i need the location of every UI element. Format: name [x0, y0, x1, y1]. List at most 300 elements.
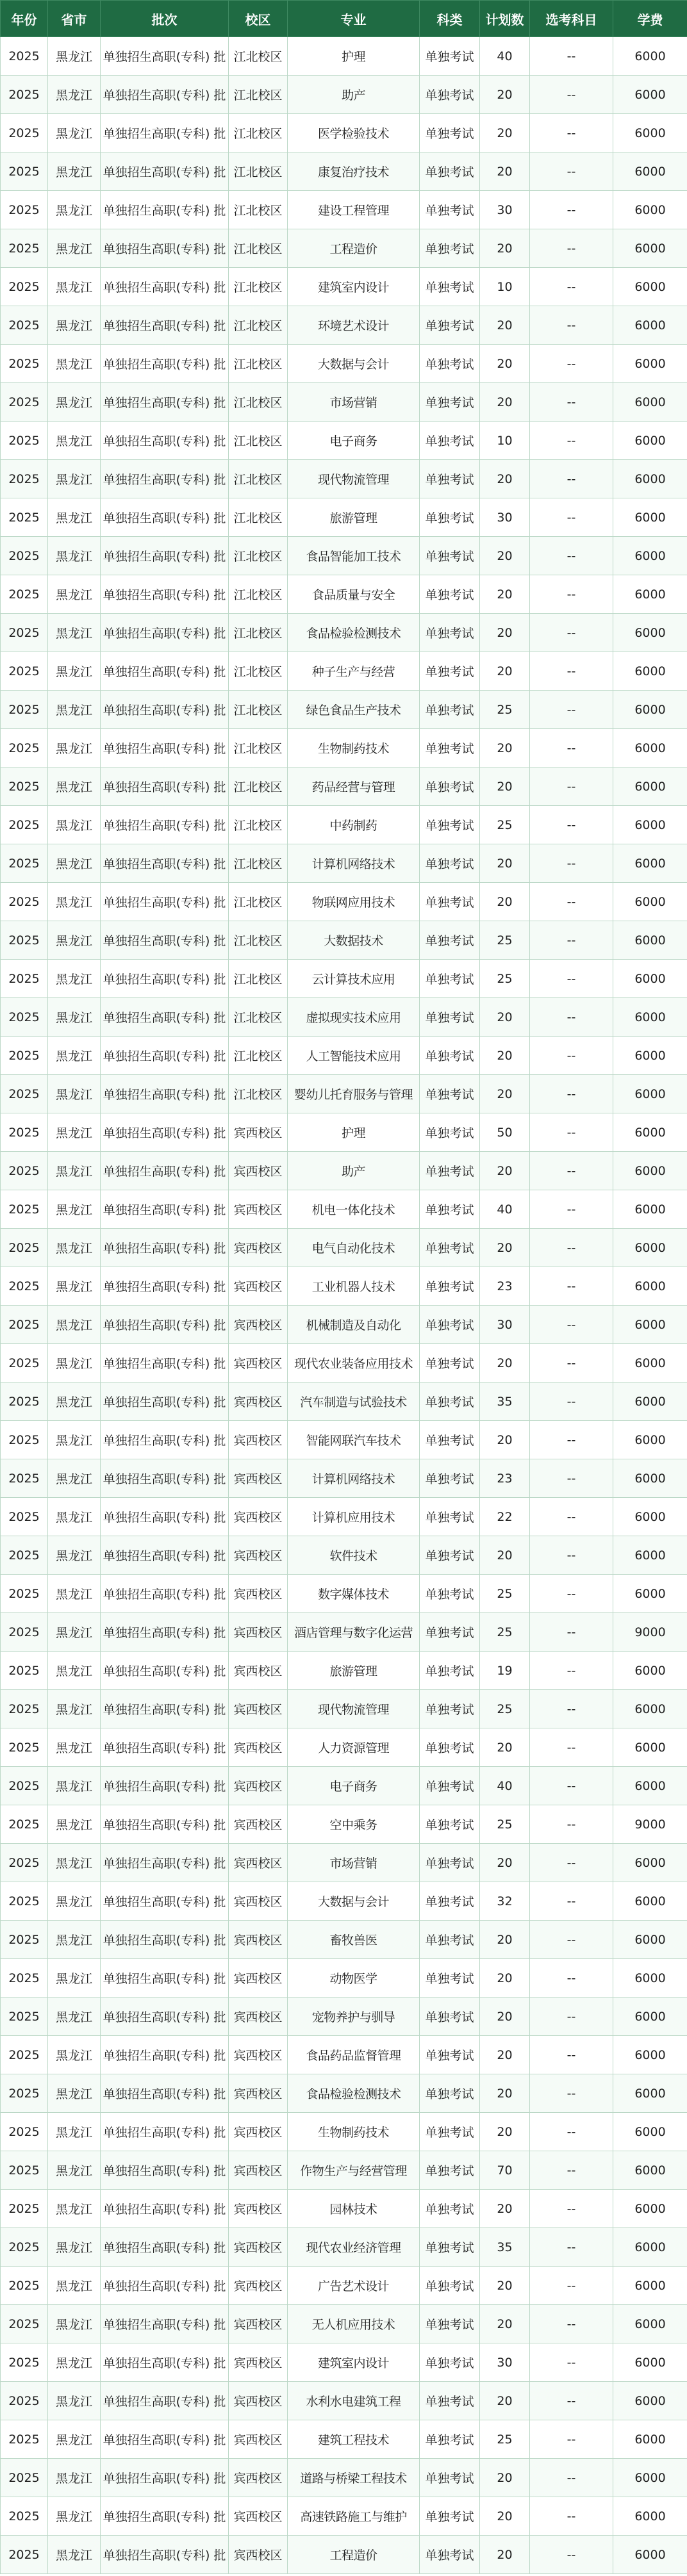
cell-elective-subjects: --: [530, 1767, 613, 1805]
cell-major: 市场营销: [288, 383, 420, 422]
cell-campus: 宾西校区: [229, 1190, 288, 1229]
cell-elective-subjects: --: [530, 1536, 613, 1575]
cell-major: 市场营销: [288, 1844, 420, 1882]
cell-category: 单独考试: [420, 1844, 480, 1882]
cell-plan-count: 20: [480, 652, 530, 691]
cell-batch: 单独招生高职(专科) 批: [101, 2036, 229, 2074]
cell-campus: 宾西校区: [229, 2074, 288, 2113]
cell-province: 黑龙江: [48, 383, 101, 422]
cell-category: 单独考试: [420, 2151, 480, 2190]
table-row: [1, 76, 687, 114]
cell-major: 食品检验检测技术: [288, 2074, 420, 2113]
cell-plan-count: 22: [480, 1498, 530, 1536]
cell-batch: 单独招生高职(专科) 批: [101, 1306, 229, 1344]
cell-province: 黑龙江: [48, 1306, 101, 1344]
cell-tuition: 6000: [613, 152, 687, 191]
cell-batch: 单独招生高职(专科) 批: [101, 1805, 229, 1844]
cell-tuition: 6000: [613, 1498, 687, 1536]
cell-tuition: 6000: [613, 2190, 687, 2228]
cell-major: 现代物流管理: [288, 460, 420, 498]
cell-year: 2025: [1, 883, 48, 921]
cell-elective-subjects: --: [530, 1998, 613, 2036]
cell-tuition: 6000: [613, 1728, 687, 1767]
cell-category: 单独考试: [420, 1344, 480, 1382]
cell-province: 黑龙江: [48, 2420, 101, 2459]
table-row: [1, 1844, 687, 1882]
cell-province: 黑龙江: [48, 691, 101, 729]
table-row: [1, 2343, 687, 2382]
cell-elective-subjects: --: [530, 614, 613, 652]
cell-campus: 江北校区: [229, 191, 288, 229]
cell-major: 动物医学: [288, 1959, 420, 1998]
cell-campus: 宾西校区: [229, 1959, 288, 1998]
cell-elective-subjects: --: [530, 1959, 613, 1998]
cell-category: 单独考试: [420, 76, 480, 114]
cell-category: 单独考试: [420, 614, 480, 652]
cell-year: 2025: [1, 1613, 48, 1652]
table-row: [1, 114, 687, 152]
cell-plan-count: 20: [480, 537, 530, 575]
cell-major: 生物制药技术: [288, 2113, 420, 2151]
cell-major: 大数据与会计: [288, 345, 420, 383]
table-row: [1, 460, 687, 498]
cell-province: 黑龙江: [48, 1998, 101, 2036]
cell-campus: 宾西校区: [229, 1498, 288, 1536]
cell-elective-subjects: --: [530, 114, 613, 152]
cell-province: 黑龙江: [48, 1767, 101, 1805]
cell-province: 黑龙江: [48, 1613, 101, 1652]
cell-tuition: 6000: [613, 1421, 687, 1459]
table-row: [1, 883, 687, 921]
cell-year: 2025: [1, 1344, 48, 1382]
table-row: [1, 2536, 687, 2574]
cell-campus: 宾西校区: [229, 1690, 288, 1728]
table-row: [1, 2459, 687, 2497]
cell-tuition: 6000: [613, 1344, 687, 1382]
cell-category: 单独考试: [420, 1767, 480, 1805]
cell-elective-subjects: --: [530, 1421, 613, 1459]
cell-elective-subjects: --: [530, 767, 613, 806]
cell-elective-subjects: --: [530, 229, 613, 268]
cell-campus: 宾西校区: [229, 2420, 288, 2459]
cell-plan-count: 10: [480, 422, 530, 460]
cell-tuition: 6000: [613, 460, 687, 498]
cell-campus: 宾西校区: [229, 1728, 288, 1767]
cell-province: 黑龙江: [48, 2305, 101, 2343]
cell-category: 单独考试: [420, 1536, 480, 1575]
table-row: [1, 1536, 687, 1575]
cell-major: 现代农业经济管理: [288, 2228, 420, 2267]
cell-major: 工程造价: [288, 2536, 420, 2574]
table-row: [1, 306, 687, 345]
cell-batch: 单独招生高职(专科) 批: [101, 2536, 229, 2574]
cell-batch: 单独招生高职(专科) 批: [101, 422, 229, 460]
cell-campus: 宾西校区: [229, 1459, 288, 1498]
cell-campus: 宾西校区: [229, 2190, 288, 2228]
cell-elective-subjects: --: [530, 76, 613, 114]
cell-category: 单独考试: [420, 2420, 480, 2459]
cell-year: 2025: [1, 1921, 48, 1959]
cell-elective-subjects: --: [530, 422, 613, 460]
cell-elective-subjects: --: [530, 2536, 613, 2574]
cell-year: 2025: [1, 383, 48, 422]
cell-year: 2025: [1, 2343, 48, 2382]
cell-year: 2025: [1, 691, 48, 729]
cell-category: 单独考试: [420, 191, 480, 229]
cell-province: 黑龙江: [48, 1075, 101, 1113]
cell-plan-count: 20: [480, 114, 530, 152]
table-row: [1, 422, 687, 460]
cell-campus: 江北校区: [229, 76, 288, 114]
cell-category: 单独考试: [420, 2536, 480, 2574]
table-row: [1, 1652, 687, 1690]
cell-plan-count: 20: [480, 229, 530, 268]
cell-tuition: 6000: [613, 2074, 687, 2113]
cell-year: 2025: [1, 460, 48, 498]
cell-province: 黑龙江: [48, 1037, 101, 1075]
cell-elective-subjects: --: [530, 806, 613, 844]
header-campus: 校区: [229, 1, 288, 37]
cell-campus: 江北校区: [229, 306, 288, 345]
cell-campus: 宾西校区: [229, 1998, 288, 2036]
cell-elective-subjects: --: [530, 1844, 613, 1882]
table-row: [1, 1959, 687, 1998]
cell-category: 单独考试: [420, 883, 480, 921]
cell-category: 单独考试: [420, 1113, 480, 1152]
table-row: [1, 767, 687, 806]
table-row: [1, 1421, 687, 1459]
cell-plan-count: 20: [480, 729, 530, 767]
cell-year: 2025: [1, 1113, 48, 1152]
cell-tuition: 6000: [613, 422, 687, 460]
table-row: [1, 1382, 687, 1421]
cell-province: 黑龙江: [48, 306, 101, 345]
cell-category: 单独考试: [420, 960, 480, 998]
cell-plan-count: 20: [480, 883, 530, 921]
cell-campus: 宾西校区: [229, 1921, 288, 1959]
cell-plan-count: 25: [480, 806, 530, 844]
cell-campus: 宾西校区: [229, 1652, 288, 1690]
cell-campus: 宾西校区: [229, 1882, 288, 1921]
cell-campus: 宾西校区: [229, 2228, 288, 2267]
cell-plan-count: 20: [480, 2113, 530, 2151]
cell-province: 黑龙江: [48, 921, 101, 960]
table-row: [1, 1113, 687, 1152]
cell-campus: 江北校区: [229, 114, 288, 152]
table-row: [1, 191, 687, 229]
table-row: [1, 1882, 687, 1921]
cell-category: 单独考试: [420, 2228, 480, 2267]
cell-campus: 江北校区: [229, 614, 288, 652]
cell-campus: 江北校区: [229, 883, 288, 921]
cell-batch: 单独招生高职(专科) 批: [101, 1459, 229, 1498]
cell-major: 绿色食品生产技术: [288, 691, 420, 729]
header-category: 科类: [420, 1, 480, 37]
table-row: [1, 1613, 687, 1652]
cell-category: 单独考试: [420, 1690, 480, 1728]
cell-year: 2025: [1, 1959, 48, 1998]
cell-batch: 单独招生高职(专科) 批: [101, 152, 229, 191]
table-row: [1, 1498, 687, 1536]
cell-year: 2025: [1, 1382, 48, 1421]
cell-category: 单独考试: [420, 1728, 480, 1767]
table-row: [1, 1075, 687, 1113]
cell-batch: 单独招生高职(专科) 批: [101, 729, 229, 767]
cell-year: 2025: [1, 1190, 48, 1229]
cell-major: 护理: [288, 1113, 420, 1152]
cell-campus: 江北校区: [229, 652, 288, 691]
cell-campus: 江北校区: [229, 345, 288, 383]
cell-year: 2025: [1, 498, 48, 537]
cell-year: 2025: [1, 806, 48, 844]
cell-plan-count: 20: [480, 2382, 530, 2420]
cell-campus: 江北校区: [229, 1075, 288, 1113]
cell-batch: 单独招生高职(专科) 批: [101, 1075, 229, 1113]
header-tuition: 学费: [613, 1, 687, 37]
cell-plan-count: 30: [480, 1306, 530, 1344]
cell-batch: 单独招生高职(专科) 批: [101, 2074, 229, 2113]
cell-elective-subjects: --: [530, 2497, 613, 2536]
cell-year: 2025: [1, 1728, 48, 1767]
cell-province: 黑龙江: [48, 1728, 101, 1767]
cell-year: 2025: [1, 345, 48, 383]
cell-category: 单独考试: [420, 691, 480, 729]
cell-tuition: 6000: [613, 960, 687, 998]
cell-elective-subjects: --: [530, 2190, 613, 2228]
cell-elective-subjects: --: [530, 2228, 613, 2267]
cell-year: 2025: [1, 2305, 48, 2343]
cell-elective-subjects: --: [530, 1805, 613, 1844]
cell-campus: 宾西校区: [229, 1382, 288, 1421]
cell-province: 黑龙江: [48, 1805, 101, 1844]
cell-year: 2025: [1, 152, 48, 191]
cell-tuition: 6000: [613, 998, 687, 1037]
cell-year: 2025: [1, 114, 48, 152]
cell-plan-count: 10: [480, 268, 530, 306]
cell-campus: 江北校区: [229, 691, 288, 729]
table-row: [1, 729, 687, 767]
cell-tuition: 6000: [613, 2420, 687, 2459]
cell-campus: 宾西校区: [229, 1575, 288, 1613]
cell-plan-count: 30: [480, 498, 530, 537]
cell-major: 建设工程管理: [288, 191, 420, 229]
cell-tuition: 6000: [613, 844, 687, 883]
cell-year: 2025: [1, 998, 48, 1037]
cell-province: 黑龙江: [48, 2036, 101, 2074]
cell-plan-count: 50: [480, 1113, 530, 1152]
table-row: [1, 2190, 687, 2228]
cell-plan-count: 25: [480, 691, 530, 729]
cell-category: 单独考试: [420, 460, 480, 498]
cell-elective-subjects: --: [530, 2382, 613, 2420]
cell-major: 无人机应用技术: [288, 2305, 420, 2343]
table-row: [1, 1767, 687, 1805]
cell-tuition: 6000: [613, 1190, 687, 1229]
cell-elective-subjects: --: [530, 1306, 613, 1344]
cell-campus: 宾西校区: [229, 2343, 288, 2382]
cell-province: 黑龙江: [48, 229, 101, 268]
table-row: [1, 229, 687, 268]
cell-major: 现代农业装备应用技术: [288, 1344, 420, 1382]
cell-plan-count: 20: [480, 306, 530, 345]
cell-plan-count: 20: [480, 2459, 530, 2497]
table-row: [1, 1152, 687, 1190]
cell-major: 护理: [288, 37, 420, 76]
cell-campus: 江北校区: [229, 422, 288, 460]
cell-year: 2025: [1, 729, 48, 767]
cell-major: 人力资源管理: [288, 1728, 420, 1767]
cell-campus: 宾西校区: [229, 1613, 288, 1652]
cell-elective-subjects: --: [530, 844, 613, 883]
cell-campus: 宾西校区: [229, 1306, 288, 1344]
cell-batch: 单独招生高职(专科) 批: [101, 2267, 229, 2305]
table-row: [1, 498, 687, 537]
table-row: [1, 1037, 687, 1075]
cell-province: 黑龙江: [48, 1267, 101, 1306]
table-row: [1, 2382, 687, 2420]
cell-major: 现代物流管理: [288, 1690, 420, 1728]
cell-tuition: 6000: [613, 883, 687, 921]
cell-elective-subjects: --: [530, 1190, 613, 1229]
cell-campus: 江北校区: [229, 498, 288, 537]
cell-category: 单独考试: [420, 1382, 480, 1421]
cell-tuition: 6000: [613, 2113, 687, 2151]
cell-batch: 单独招生高职(专科) 批: [101, 383, 229, 422]
cell-plan-count: 20: [480, 998, 530, 1037]
cell-campus: 宾西校区: [229, 2497, 288, 2536]
table-row: [1, 383, 687, 422]
cell-elective-subjects: --: [530, 652, 613, 691]
cell-batch: 单独招生高职(专科) 批: [101, 1498, 229, 1536]
table-row: [1, 614, 687, 652]
cell-campus: 宾西校区: [229, 1805, 288, 1844]
cell-tuition: 6000: [613, 1075, 687, 1113]
cell-batch: 单独招生高职(专科) 批: [101, 2382, 229, 2420]
cell-campus: 宾西校区: [229, 1536, 288, 1575]
cell-plan-count: 20: [480, 575, 530, 614]
cell-campus: 江北校区: [229, 921, 288, 960]
cell-batch: 单独招生高职(专科) 批: [101, 960, 229, 998]
cell-province: 黑龙江: [48, 1882, 101, 1921]
cell-elective-subjects: --: [530, 1498, 613, 1536]
cell-major: 环境艺术设计: [288, 306, 420, 345]
cell-tuition: 6000: [613, 2228, 687, 2267]
cell-campus: 江北校区: [229, 998, 288, 1037]
cell-province: 黑龙江: [48, 2151, 101, 2190]
cell-province: 黑龙江: [48, 268, 101, 306]
cell-category: 单独考试: [420, 306, 480, 345]
cell-major: 建筑工程技术: [288, 2420, 420, 2459]
cell-tuition: 6000: [613, 2343, 687, 2382]
cell-province: 黑龙江: [48, 498, 101, 537]
cell-plan-count: 40: [480, 1767, 530, 1805]
cell-major: 汽车制造与试验技术: [288, 1382, 420, 1421]
cell-plan-count: 19: [480, 1652, 530, 1690]
cell-tuition: 6000: [613, 1459, 687, 1498]
cell-plan-count: 20: [480, 76, 530, 114]
cell-elective-subjects: --: [530, 1267, 613, 1306]
cell-year: 2025: [1, 1575, 48, 1613]
cell-year: 2025: [1, 37, 48, 76]
cell-tuition: 6000: [613, 229, 687, 268]
cell-batch: 单独招生高职(专科) 批: [101, 268, 229, 306]
cell-plan-count: 20: [480, 1998, 530, 2036]
cell-major: 食品质量与安全: [288, 575, 420, 614]
table-row: [1, 1344, 687, 1382]
cell-elective-subjects: --: [530, 729, 613, 767]
cell-category: 单独考试: [420, 767, 480, 806]
cell-province: 黑龙江: [48, 2459, 101, 2497]
cell-tuition: 6000: [613, 1575, 687, 1613]
cell-plan-count: 20: [480, 383, 530, 422]
cell-major: 软件技术: [288, 1536, 420, 1575]
cell-tuition: 6000: [613, 537, 687, 575]
cell-year: 2025: [1, 844, 48, 883]
cell-plan-count: 25: [480, 921, 530, 960]
table-row: [1, 998, 687, 1037]
table-row: [1, 806, 687, 844]
cell-campus: 宾西校区: [229, 1152, 288, 1190]
cell-year: 2025: [1, 2459, 48, 2497]
header-batch: 批次: [101, 1, 229, 37]
cell-elective-subjects: --: [530, 1113, 613, 1152]
cell-year: 2025: [1, 2074, 48, 2113]
cell-campus: 宾西校区: [229, 2036, 288, 2074]
cell-campus: 江北校区: [229, 806, 288, 844]
table-row: [1, 152, 687, 191]
cell-plan-count: 25: [480, 1805, 530, 1844]
cell-plan-count: 20: [480, 2536, 530, 2574]
header-province: 省市: [48, 1, 101, 37]
cell-province: 黑龙江: [48, 767, 101, 806]
cell-campus: 江北校区: [229, 844, 288, 883]
table-row: [1, 345, 687, 383]
cell-tuition: 6000: [613, 614, 687, 652]
cell-batch: 单独招生高职(专科) 批: [101, 1959, 229, 1998]
cell-year: 2025: [1, 422, 48, 460]
cell-tuition: 6000: [613, 1652, 687, 1690]
cell-province: 黑龙江: [48, 729, 101, 767]
cell-plan-count: 23: [480, 1267, 530, 1306]
table-row: [1, 1229, 687, 1267]
cell-campus: 江北校区: [229, 1037, 288, 1075]
cell-campus: 江北校区: [229, 729, 288, 767]
cell-major: 医学检验技术: [288, 114, 420, 152]
cell-year: 2025: [1, 1037, 48, 1075]
cell-major: 数字媒体技术: [288, 1575, 420, 1613]
cell-tuition: 6000: [613, 729, 687, 767]
cell-elective-subjects: --: [530, 2305, 613, 2343]
cell-province: 黑龙江: [48, 614, 101, 652]
cell-plan-count: 20: [480, 2190, 530, 2228]
cell-major: 食品药品监督管理: [288, 2036, 420, 2074]
cell-province: 黑龙江: [48, 2190, 101, 2228]
cell-tuition: 6000: [613, 1152, 687, 1190]
cell-major: 电气自动化技术: [288, 1229, 420, 1267]
cell-year: 2025: [1, 2113, 48, 2151]
cell-plan-count: 25: [480, 1575, 530, 1613]
cell-batch: 单独招生高职(专科) 批: [101, 229, 229, 268]
cell-campus: 宾西校区: [229, 1267, 288, 1306]
cell-major: 大数据技术: [288, 921, 420, 960]
cell-major: 作物生产与经营管理: [288, 2151, 420, 2190]
cell-major: 机电一体化技术: [288, 1190, 420, 1229]
cell-batch: 单独招生高职(专科) 批: [101, 1728, 229, 1767]
cell-campus: 宾西校区: [229, 2151, 288, 2190]
cell-province: 黑龙江: [48, 1575, 101, 1613]
cell-category: 单独考试: [420, 2305, 480, 2343]
cell-major: 水利水电建筑工程: [288, 2382, 420, 2420]
